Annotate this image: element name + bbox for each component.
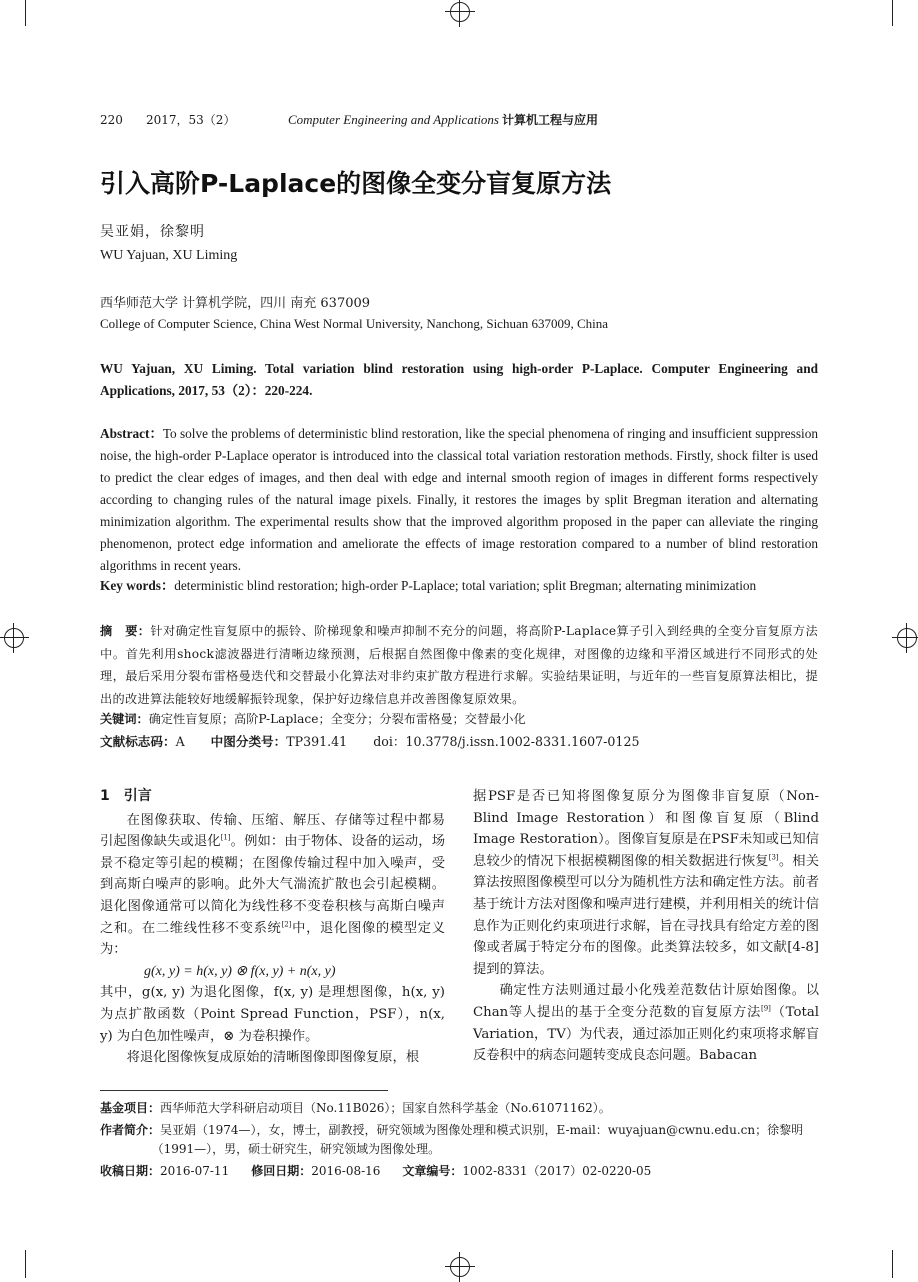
abstract-cn [100, 620, 818, 710]
keywords-en [100, 575, 818, 597]
column-right [473, 786, 819, 1067]
crop-mark-bottom-left [25, 1250, 26, 1278]
paragraph: 确定性方法则通过最小化残差范数估计原始图像。以Chan等人提出的基于全变分范数的盲复原方法[9]（Total Variation，TV）为代表，通过添加正则化约束项将求解盲反卷积中的病态问题转变成良态问题。Babacan [473, 983, 819, 1064]
abstract-label: Abstract： [100, 426, 163, 441]
equation: g(x, y) = h(x, y) ⊗ f(x, y) + n(x, y) [144, 963, 336, 979]
journal-name-cn: 计算机工程与应用 [502, 113, 599, 127]
paragraph: 将退化图像恢复成原始的清晰图像即图像复原，根 [126, 1050, 420, 1066]
footnote-author [100, 1121, 820, 1159]
abstract-text: To solve the problems of deterministic blind restoration, like the special phenomena of ringing and insufficient suppression noise, the high-order P-Laplace operator is introduced into the classical total variation restoration methods. Firstly, shock filter is used to predict the clear edges of images, and then deal with edge and internal smooth region of images in different forms respectively according to changing rules of the natural image pixels. Finally, it restores the images by split Bregman iteration and alternating minimization algorithm. The experimental results show that the improved algorithm proposed in the paper can alleviate the ringing phenomenon, protect edge information and ameliorate the effects of image restoration compared to a number of blind restoration algorithms in recent years. [100, 426, 819, 573]
crop-mark-top-right [892, 0, 893, 26]
doi-label: doi： [373, 734, 406, 749]
paragraph: 在图像获取、传输、压缩、解压、存储等过程中都易引起图像缺失或退化[1]。例如：由于物体、设备的运动，场景不稳定等引起的模糊；在图像传输过程中加入噪声，受到高斯白噪声的影响。此外大气湍流扩散也会引起模糊。退化图像通常可以简化为线性移不变卷积核与高斯白噪声之和。在二维线性移不变系统[2]中，退化图像的模型定义为： [100, 812, 446, 958]
keywords-text: deterministic blind restoration; high-order P-Laplace; total variation; split Bregman; alternating minimization [174, 578, 757, 593]
classification-line [100, 731, 818, 753]
registration-mark-bottom [450, 1257, 470, 1277]
abstract-cn-label: 摘 要： [100, 624, 151, 638]
revised-date: 2016-08-16 [311, 1164, 381, 1178]
citation: WU Yajuan, XU Liming. Total variation blind restoration using high-order P-Laplace. Computer Engineering and Applications, 2017, 53（2）：220-224. [100, 361, 818, 398]
revised-label: 修回日期： [251, 1164, 312, 1178]
doi-value: 10.3778/j.issn.1002-8331.1607-0125 [405, 734, 640, 749]
citation-ref[interactable]: [1] [220, 833, 231, 842]
column-left [100, 786, 445, 1069]
affiliation-en: College of Computer Science, China West Normal University, Nanchong, Sichuan 637009, China [100, 316, 609, 331]
paper-title: 引入高阶P-Laplace的图像全变分盲复原方法 [100, 169, 612, 198]
footnote-fund [100, 1099, 820, 1118]
journal-name-en: Computer Engineering and Applications [288, 112, 499, 127]
running-header [100, 111, 820, 128]
clc-value: TP391.41 [286, 734, 348, 749]
citation-ref[interactable]: [3] [768, 853, 779, 862]
keywords-cn [100, 708, 818, 730]
citation-ref[interactable]: [2] [281, 920, 292, 929]
registration-mark-right [897, 628, 917, 648]
keywords-cn-label: 关键词： [100, 712, 149, 726]
footnote-dates [100, 1162, 820, 1181]
doc-code-label: 文献标志码： [100, 734, 176, 749]
authors-en: WU Yajuan, XU Liming [100, 248, 238, 263]
author-bio-label: 作者简介： [100, 1123, 161, 1137]
affiliation-cn: 西华师范大学 计算机学院，四川 南充 637009 [100, 296, 371, 311]
fund-text: 西华师范大学科研启动项目（No.11B026）；国家自然科学基金（No.61071162）。 [160, 1101, 611, 1115]
crop-mark-top-left [25, 0, 26, 26]
keywords-cn-text: 确定性盲复原；高阶P-Laplace；全变分；分裂布雷格曼；交替最小化 [148, 712, 526, 726]
citation-ref[interactable]: [9] [761, 1004, 771, 1013]
received-label: 收稿日期： [100, 1164, 161, 1178]
keywords-label: Key words： [100, 578, 175, 593]
authors-cn: 吴亚娟，徐黎明 [100, 224, 205, 240]
clc-label: 中图分类号： [210, 734, 287, 749]
fund-label: 基金项目： [100, 1101, 161, 1115]
author-bio-text: 吴亚娟（1974—），女，博士，副教授，研究领域为图像处理和模式识别，E-mail：wuyajuan@cwnu.edu.cn；徐黎明（1991—），男，硕士研究生，研究领域为图像处理。 [151, 1123, 804, 1156]
footnote-divider [100, 1090, 388, 1091]
paragraph: 据PSF是否已知将图像复原分为图像非盲复原（Non-Blind Image Restoration）和图像盲复原（Blind Image Restoration）。图像盲复原是在PSF未知或已知信息较少的情况下根据模糊图像的相关数据进行恢复[3]。相关算法按照图像模型可以分为随机性方法和确定性方法。前者基于统计方法对图像和噪声进行建模，并利用相关的统计信息作为正则化约束项进行求解，旨在寻找具有给定方差的图像或者属于特定分布的图像。此类算法较多，如文献[4-8]提到的算法。 [473, 789, 820, 977]
paragraph: 其中，g(x, y) 为退化图像，f(x, y) 是理想图像，h(x, y) 为点扩散函数（Point Spread Function，PSF），n(x, y) 为白色加性噪声，⊗ 为卷积操作。 [100, 985, 445, 1044]
crop-mark-bottom-right [892, 1250, 893, 1278]
article-no-label: 文章编号： [402, 1164, 463, 1178]
abstract-cn-text: 针对确定性盲复原中的振铃、阶梯现象和噪声抑制不充分的问题，将高阶P-Laplace算子引入到经典的全变分盲复原方法中。首先利用shock滤波器进行清晰边缘预测，后根据自然图像中像素的变化规律，对图像的边缘和平滑区域进行不同形式的处理，最后采用分裂布雷格曼迭代和交替最小化算法对非约束扩散方程进行求解。实验结果证明，与近年的一些盲复原算法相比，提出的改进算法能较好地缓解振铃现象，保护好边缘信息并改善图像复原效果。 [100, 624, 818, 706]
section-heading: 1 引言 [100, 788, 152, 804]
received-date: 2016-07-11 [160, 1164, 230, 1178]
doc-code-value: A [175, 734, 185, 749]
registration-mark-left [4, 628, 24, 648]
issue-info: 2017，53（2） [146, 113, 236, 127]
page-number: 220 [100, 113, 123, 127]
abstract-en [100, 423, 818, 577]
article-no: 1002-8331（2017）02-0220-05 [462, 1164, 652, 1178]
registration-mark-top [450, 2, 470, 22]
